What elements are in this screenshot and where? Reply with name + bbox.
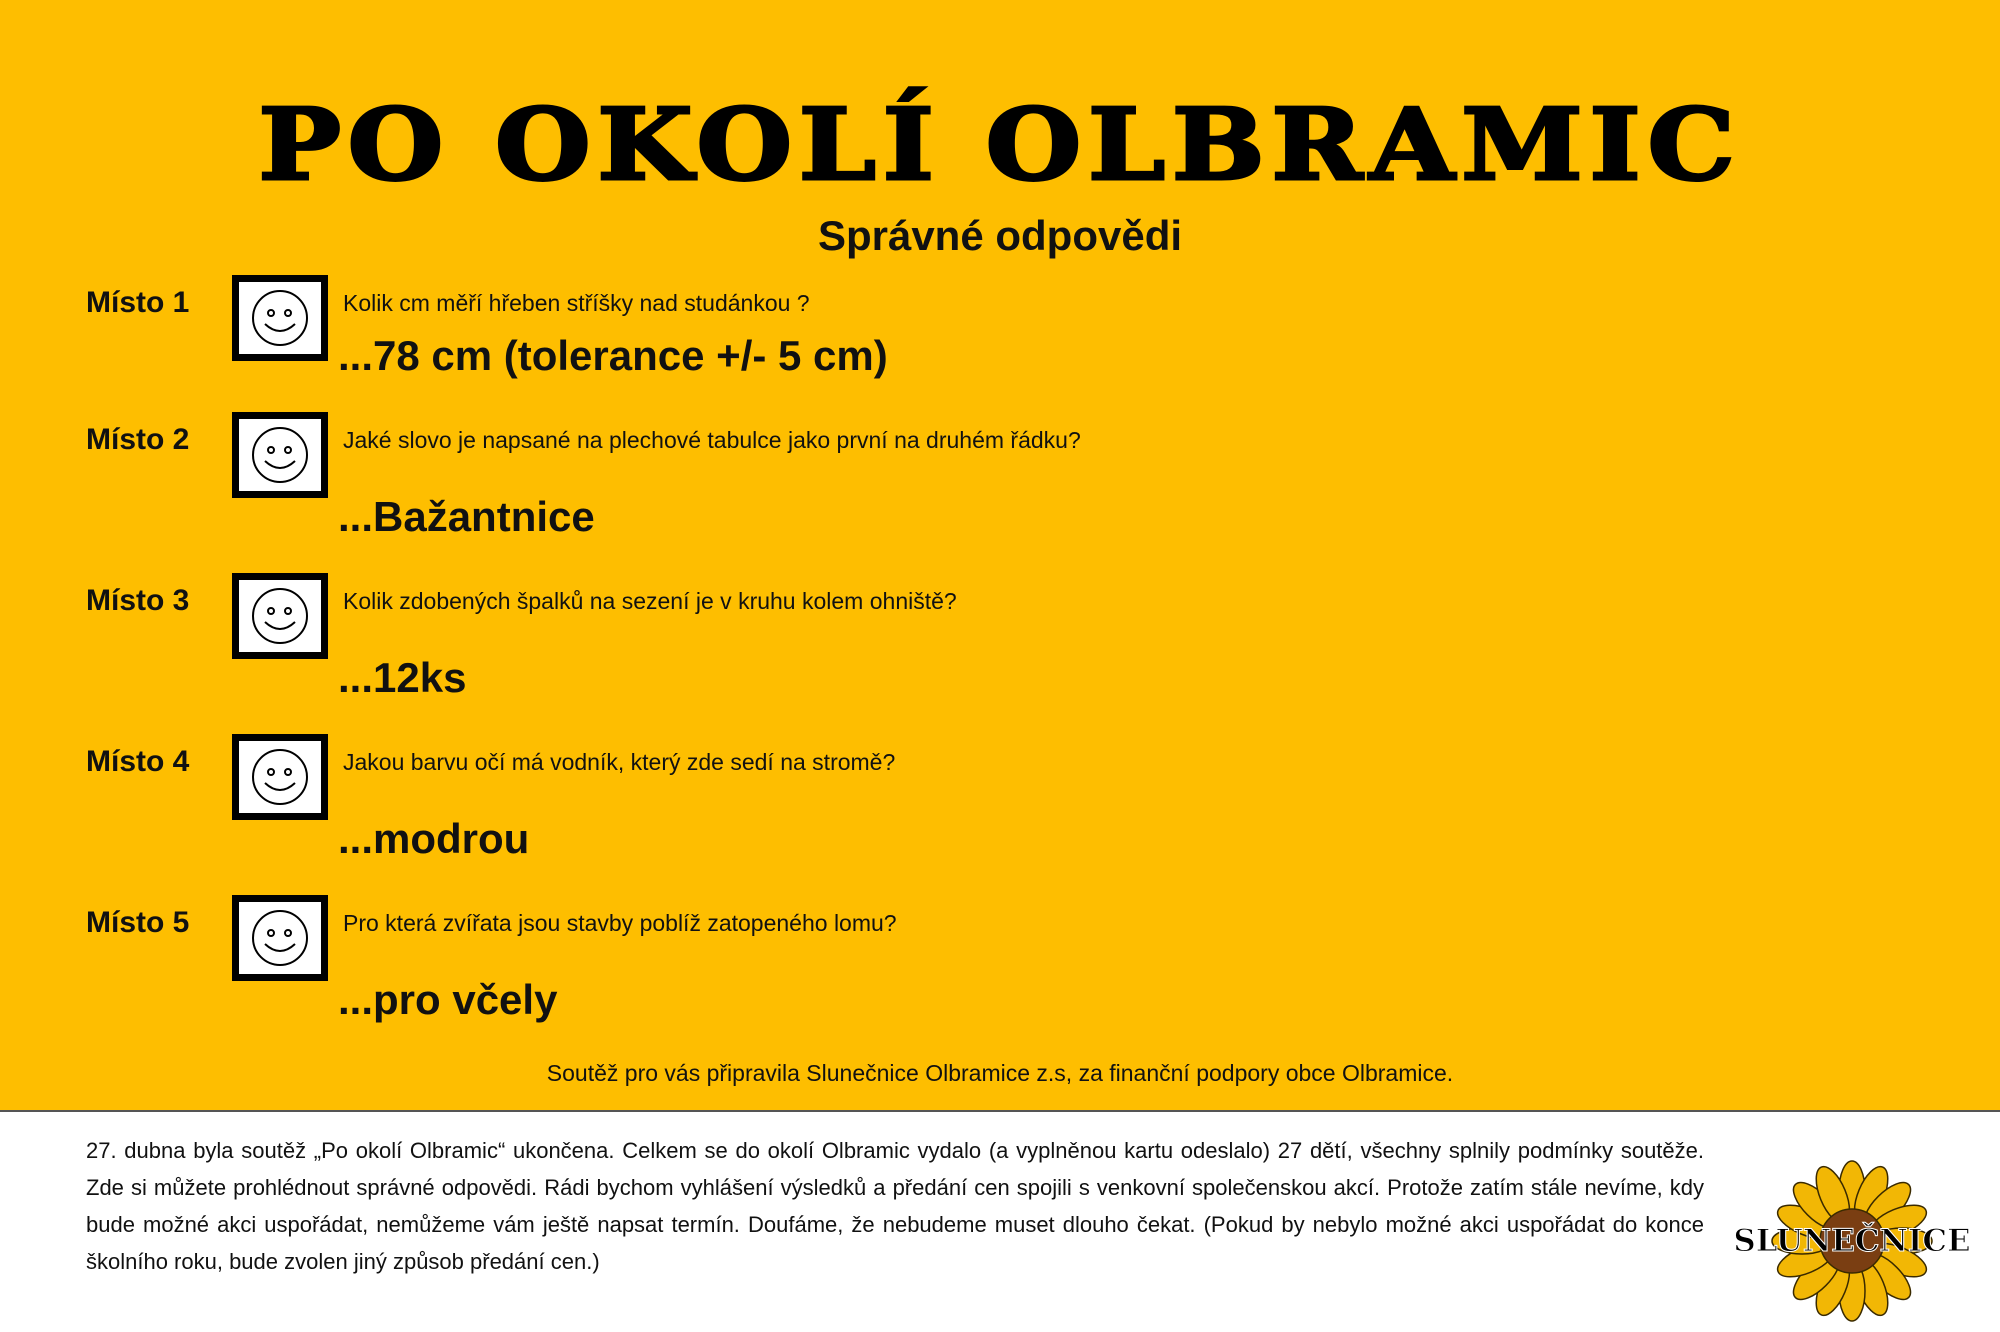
poster-subtitle: Správné odpovědi (817, 212, 1183, 259)
place-question: Jakou barvu očí má vodník, který zde sedí na stromě? (343, 749, 896, 775)
place-row-3 (0, 584, 2000, 744)
place-label: Místo 4 (86, 745, 190, 778)
smiley-face-icon (232, 275, 328, 361)
place-question: Kolik cm měří hřeben stříšky nad studánkou ? (343, 290, 810, 316)
poster-title: PO OKOLÍ OLBRAMIC (258, 88, 1742, 203)
smiley-face-icon (232, 895, 328, 981)
place-label: Místo 5 (86, 906, 190, 939)
place-label: Místo 2 (86, 423, 190, 456)
place-row-2 (0, 423, 2000, 583)
place-answer: ...Bažantnice (338, 493, 595, 540)
place-label: Místo 1 (86, 286, 190, 319)
place-answer: ...78 cm (tolerance +/- 5 cm) (338, 332, 888, 379)
smiley-face-icon (232, 412, 328, 498)
smiley-face-icon (232, 573, 328, 659)
logo-text: SLUNEČNICE (1733, 1223, 1971, 1259)
place-answer: ...pro včely (338, 976, 558, 1023)
place-question: Kolik zdobených špalků na sezení je v kruhu kolem ohniště? (343, 588, 957, 614)
smiley-face-icon (232, 734, 328, 820)
place-answer: ...modrou (338, 815, 530, 862)
place-answer: ...12ks (338, 654, 467, 701)
place-row-4 (0, 745, 2000, 905)
place-label: Místo 3 (86, 584, 190, 617)
place-question: Jaké slovo je napsané na plechové tabulce jako první na druhém řádku? (343, 427, 1081, 453)
footer-paragraph: 27. dubna byla soutěž „Po okolí Olbramic“ ukončena. Celkem se do okolí Olbramic vydalo (a vyplněnou kartu odeslalo) 27 dětí, všechny splnily podmínky soutěže. Zde si můžete prohlédnout správné odpovědi. Rádi bychom vyhlášení výsledků a předání cen spojili s venkovní společenskou akcí. Protože zatím stále nevíme, kdy bude možné akci uspořádat, nemůžeme vám ještě napsat termín. Doufáme, že nebudeme muset dlouho čekat. (Pokud by nebylo možné akci uspořádat do konce školního roku, bude zvolen jiný způsob předání cen.) (86, 1138, 1704, 1274)
place-row-5 (0, 906, 2000, 1066)
sunflower-logo (1732, 1158, 1972, 1323)
place-question: Pro která zvířata jsou stavby poblíž zatopeného lomu? (343, 910, 897, 936)
credits-line: Soutěž pro vás připravila Slunečnice Olbramice z.s, za finanční podpory obce Olbramice. (546, 1060, 1454, 1086)
